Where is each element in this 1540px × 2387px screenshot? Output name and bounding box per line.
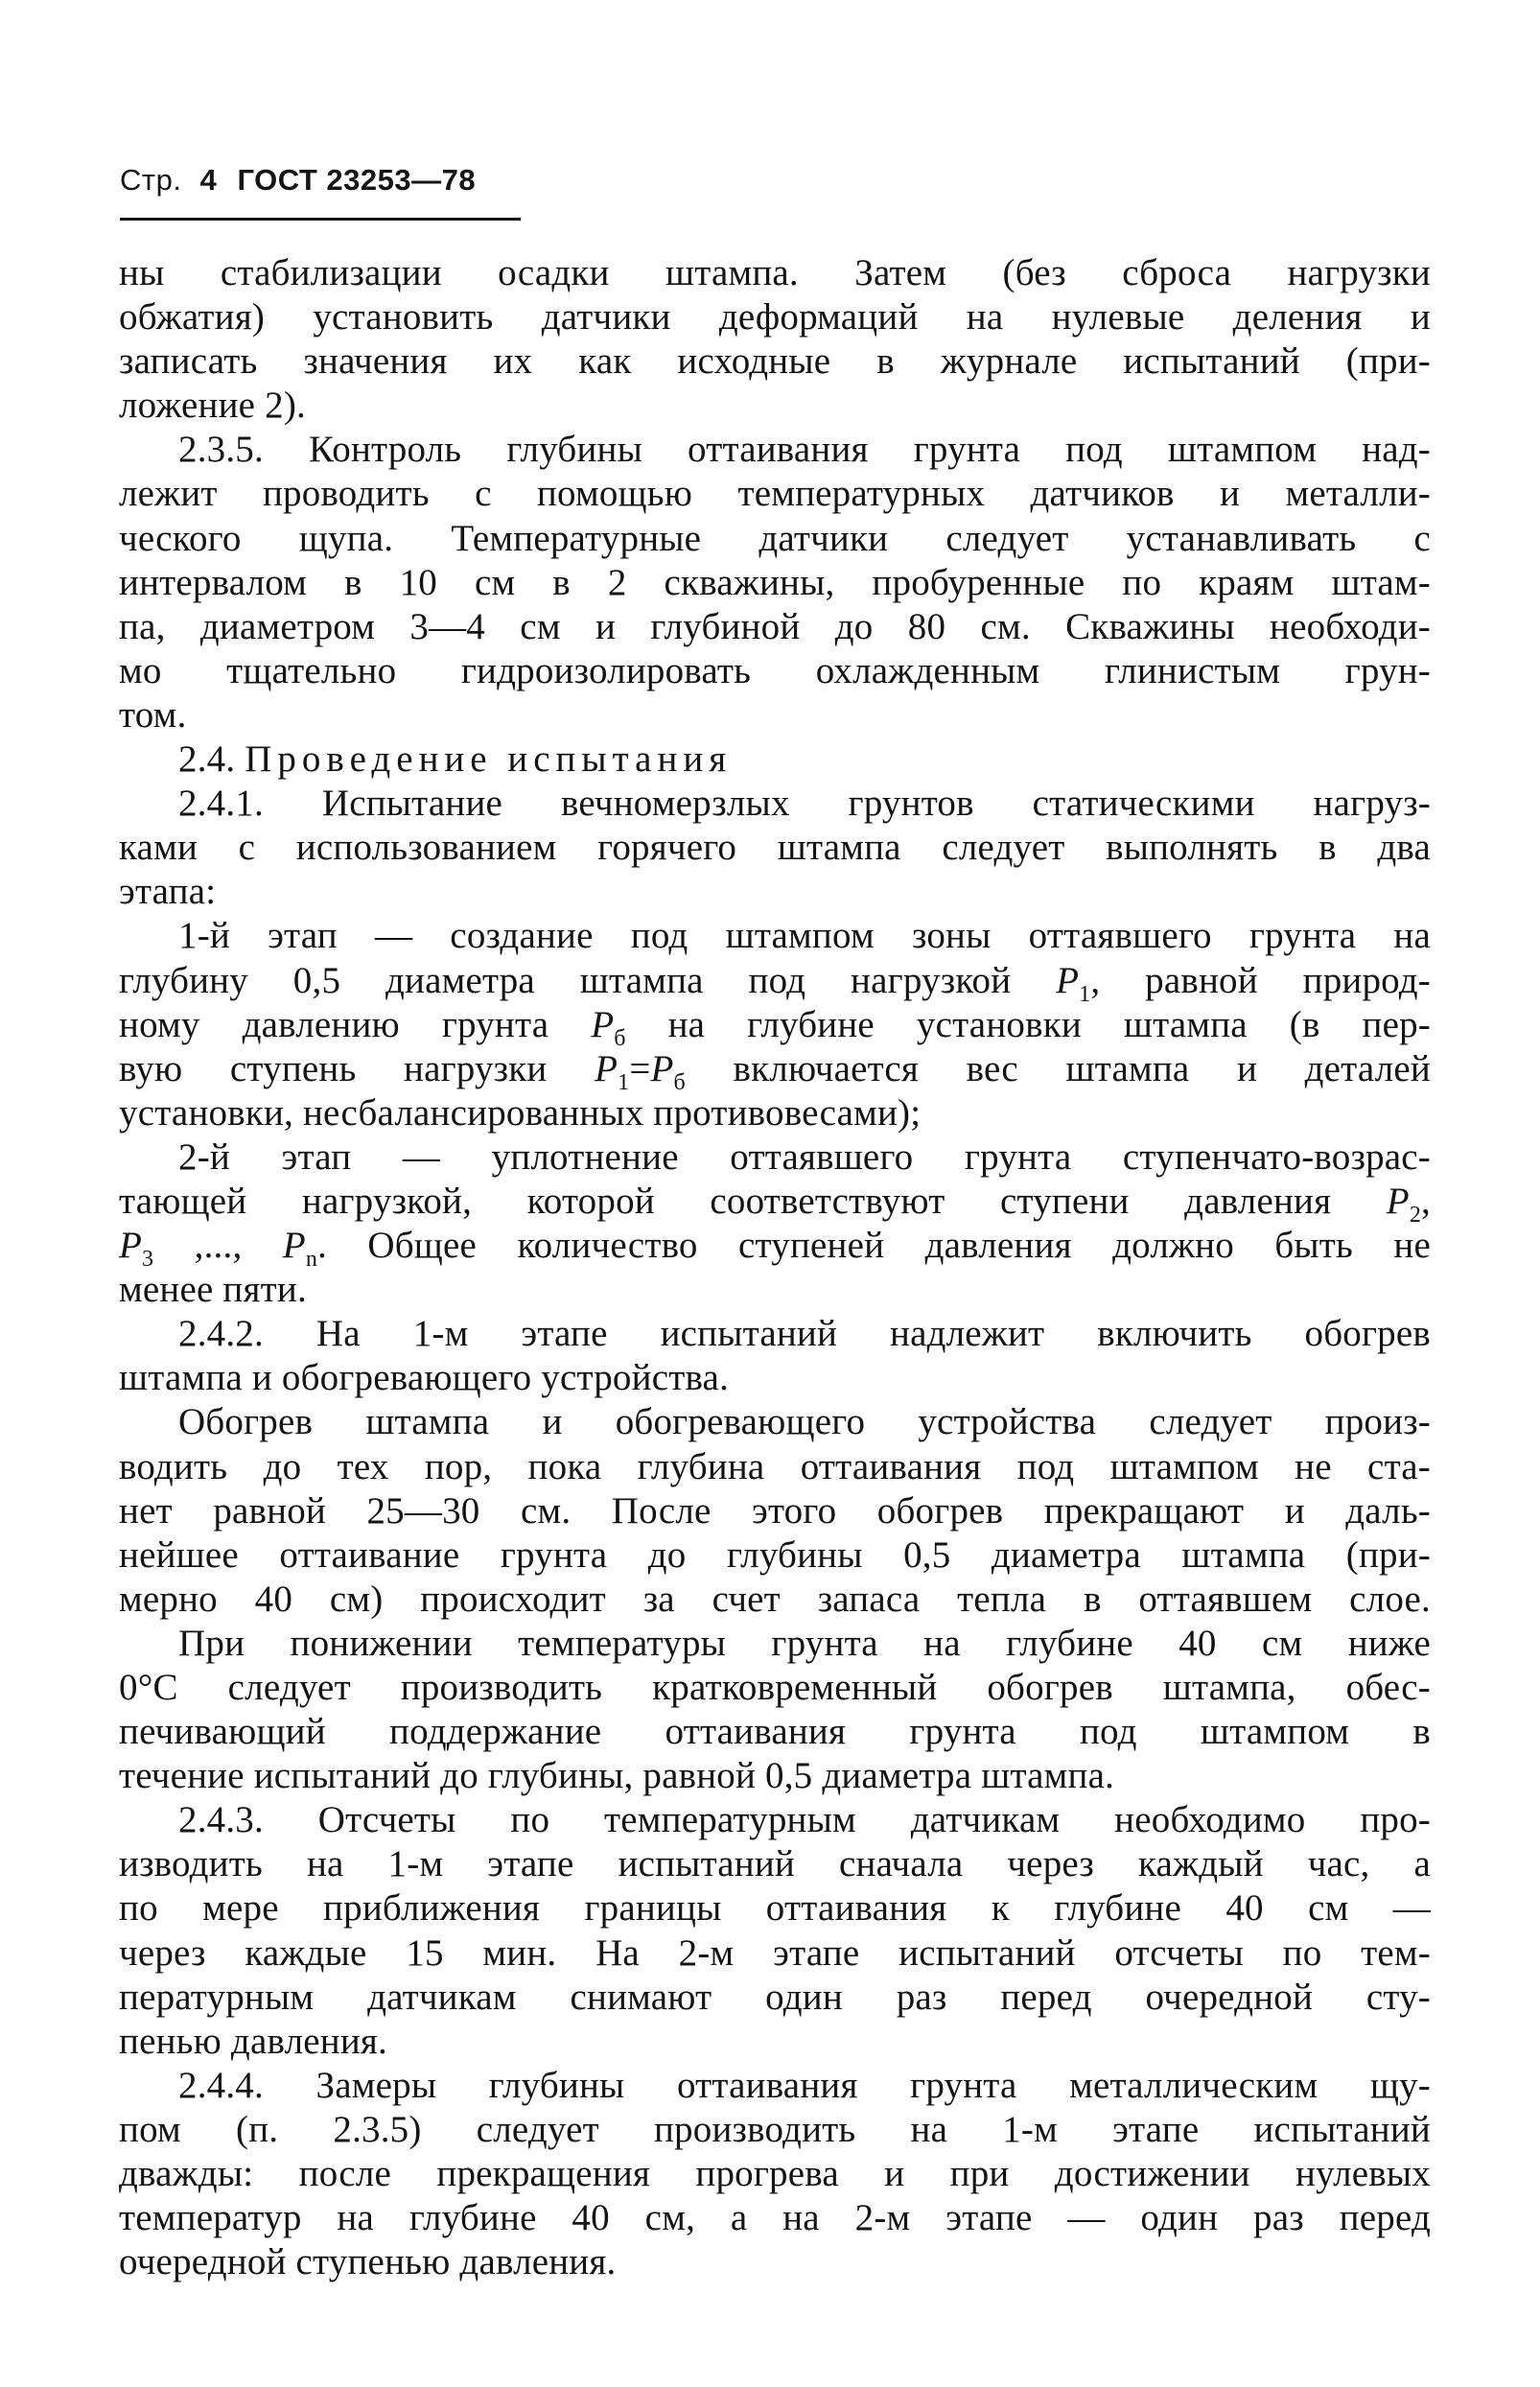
text-line: менее пяти. bbox=[119, 1269, 307, 1311]
text-line: дважды: после прекращения прогрева и при достижении нулевых bbox=[119, 2153, 1431, 2195]
text-line: установки, несбалансированных противовесами); bbox=[119, 1091, 922, 1134]
text-line: 2.4.4. Замеры глубины оттаивания грунта металлическим щу- bbox=[178, 2064, 1431, 2106]
text-line: нейшее оттаивание грунта до глубины 0,5 диаметра штампа (при- bbox=[119, 1533, 1431, 1576]
text-line: пературным датчикам снимают один раз перед очередной сту- bbox=[119, 1976, 1431, 2018]
text-run: ,..., bbox=[194, 1225, 243, 1267]
section-heading bbox=[119, 737, 1431, 782]
subscript: 1 bbox=[1079, 981, 1091, 1007]
text-line: интервалом в 10 см в 2 скважины, пробуренные по краям штам- bbox=[119, 561, 1431, 603]
standard-number: 23253—78 bbox=[326, 163, 477, 197]
text-line: записать значения их как исходные в журнале испытаний (при- bbox=[119, 340, 1431, 383]
page-header bbox=[120, 165, 476, 195]
text-line bbox=[119, 959, 1431, 1007]
subscript: 1 bbox=[618, 1069, 630, 1095]
text-line bbox=[119, 1047, 1431, 1095]
text-line: 2.3.5. Контроль глубины оттаивания грунта под штампом над- bbox=[178, 429, 1431, 471]
section-number: 2.4. bbox=[178, 738, 236, 781]
text-line: печивающий поддержание оттаивания грунта под штампом в bbox=[119, 1711, 1431, 1753]
symbol-p: P bbox=[595, 1047, 618, 1089]
subscript: б bbox=[614, 1025, 626, 1051]
text-line: изводить на 1-м этапе испытаний сначала через каждый час, а bbox=[119, 1843, 1431, 1885]
text-line: Обогрев штампа и обогревающего устройства следует произ- bbox=[178, 1401, 1431, 1443]
text-line: температур на глубине 40 см, а на 2-м этапе — один раз перед bbox=[119, 2197, 1431, 2239]
text-line: через каждые 15 мин. На 2-м этапе испытаний отсчеты по тем- bbox=[119, 1931, 1431, 1974]
text-line: лежит проводить с помощью температурных датчиков и металли- bbox=[119, 473, 1431, 515]
subscript: 3 bbox=[142, 1246, 154, 1272]
symbol-p: P bbox=[1056, 959, 1080, 1001]
text-line: ны стабилизации осадки штампа. Затем (без сброса нагрузки bbox=[119, 252, 1431, 293]
text-line: по мере приближения границы оттаивания к глубине 40 см — bbox=[119, 1887, 1431, 1930]
text-run: ному давлению грунта bbox=[119, 1003, 549, 1045]
text-line: 2.4.1. Испытание вечномерзлых грунтов статическими нагруз- bbox=[178, 783, 1431, 825]
symbol-p: P bbox=[119, 1225, 143, 1267]
subscript: n bbox=[305, 1246, 318, 1272]
text-line: 2.4.2. На 1-м этапе испытаний надлежит включить обогрев bbox=[178, 1313, 1431, 1355]
text-line: обжатия) установить датчики деформаций на нулевые деления и bbox=[119, 296, 1431, 339]
text-run: на глубине установки штампа (в пер- bbox=[667, 1003, 1431, 1045]
symbol-p: P bbox=[650, 1047, 674, 1089]
symbol-p: P bbox=[1386, 1180, 1410, 1222]
symbol-p: P bbox=[591, 1003, 615, 1045]
text-run: вую ступень нагрузки bbox=[119, 1047, 548, 1089]
header-rule bbox=[120, 218, 521, 221]
text-line: течение испытаний до глубины, равной 0,5 диаметра штампа. bbox=[119, 1755, 1115, 1797]
page-number: 4 bbox=[199, 163, 218, 197]
text-line bbox=[119, 1003, 1431, 1051]
text-line: том. bbox=[119, 693, 187, 736]
symbol-p: P bbox=[282, 1225, 306, 1267]
text-line: штампа и обогревающего устройства. bbox=[119, 1357, 730, 1399]
text-run: , равной природ- bbox=[1090, 959, 1431, 1001]
text-line: ложение 2). bbox=[119, 385, 306, 427]
standard-name: ГОСТ bbox=[237, 163, 318, 197]
text-line: 2.4.3. Отсчеты по температурным датчикам необходимо про- bbox=[178, 1799, 1431, 1841]
text-line: пом (п. 2.3.5) следует производить на 1-м этапе испытаний bbox=[119, 2108, 1431, 2150]
body-text bbox=[119, 251, 1431, 2284]
text-line: пенью давления. bbox=[119, 2020, 387, 2062]
text-line: очередной ступенью давления. bbox=[119, 2241, 617, 2283]
text-line: При понижении температуры грунта на глубине 40 см ниже bbox=[178, 1622, 1431, 1664]
text-run: тающей нагрузкой, которой соответствуют ступени давления bbox=[119, 1180, 1332, 1222]
section-title: Проведение испытания bbox=[245, 738, 733, 781]
text-line: ками с использованием горячего штампа следует выполнять в два bbox=[119, 827, 1431, 869]
text-line: водить до тех пор, пока глубина оттаивания под штампом не ста- bbox=[119, 1445, 1431, 1487]
text-line: ческого щупа. Температурные датчики следует устанавливать с bbox=[119, 517, 1431, 559]
text-line bbox=[119, 1224, 1431, 1272]
page-label: Стр. bbox=[120, 163, 182, 197]
text-line bbox=[119, 1180, 1431, 1228]
text-line: этапа: bbox=[119, 871, 217, 913]
text-run: . Общее количество ступеней давления должно быть не bbox=[317, 1225, 1431, 1267]
subscript: 2 bbox=[1409, 1202, 1422, 1228]
text-line: нет равной 25—30 см. После этого обогрев прекращают и даль- bbox=[119, 1489, 1431, 1532]
text-line: мо тщательно гидроизолировать охлажденным глинистым грун- bbox=[119, 649, 1431, 691]
text-line: 1-й этап — создание под штампом зоны оттаявшего грунта на bbox=[178, 915, 1431, 957]
text-line: мерно 40 см) происходит за счет запаса тепла в оттаявшем слое. bbox=[119, 1578, 1431, 1620]
text-run: , bbox=[1421, 1180, 1431, 1222]
text-line: 2-й этап — уплотнение оттаявшего грунта ступенчато-возрас- bbox=[178, 1135, 1431, 1178]
text-line: 0°С следует производить кратковременный обогрев штампа, обес- bbox=[119, 1667, 1431, 1708]
subscript: б bbox=[673, 1069, 686, 1095]
text-run: глубину 0,5 диаметра штампа под нагрузкой bbox=[119, 959, 1012, 1001]
text-run: включается вес штампа и деталей bbox=[733, 1047, 1431, 1089]
equals-sign: = bbox=[629, 1047, 651, 1089]
text-line: па, диаметром 3—4 см и глубиной до 80 см. Скважины необходи- bbox=[119, 605, 1431, 647]
